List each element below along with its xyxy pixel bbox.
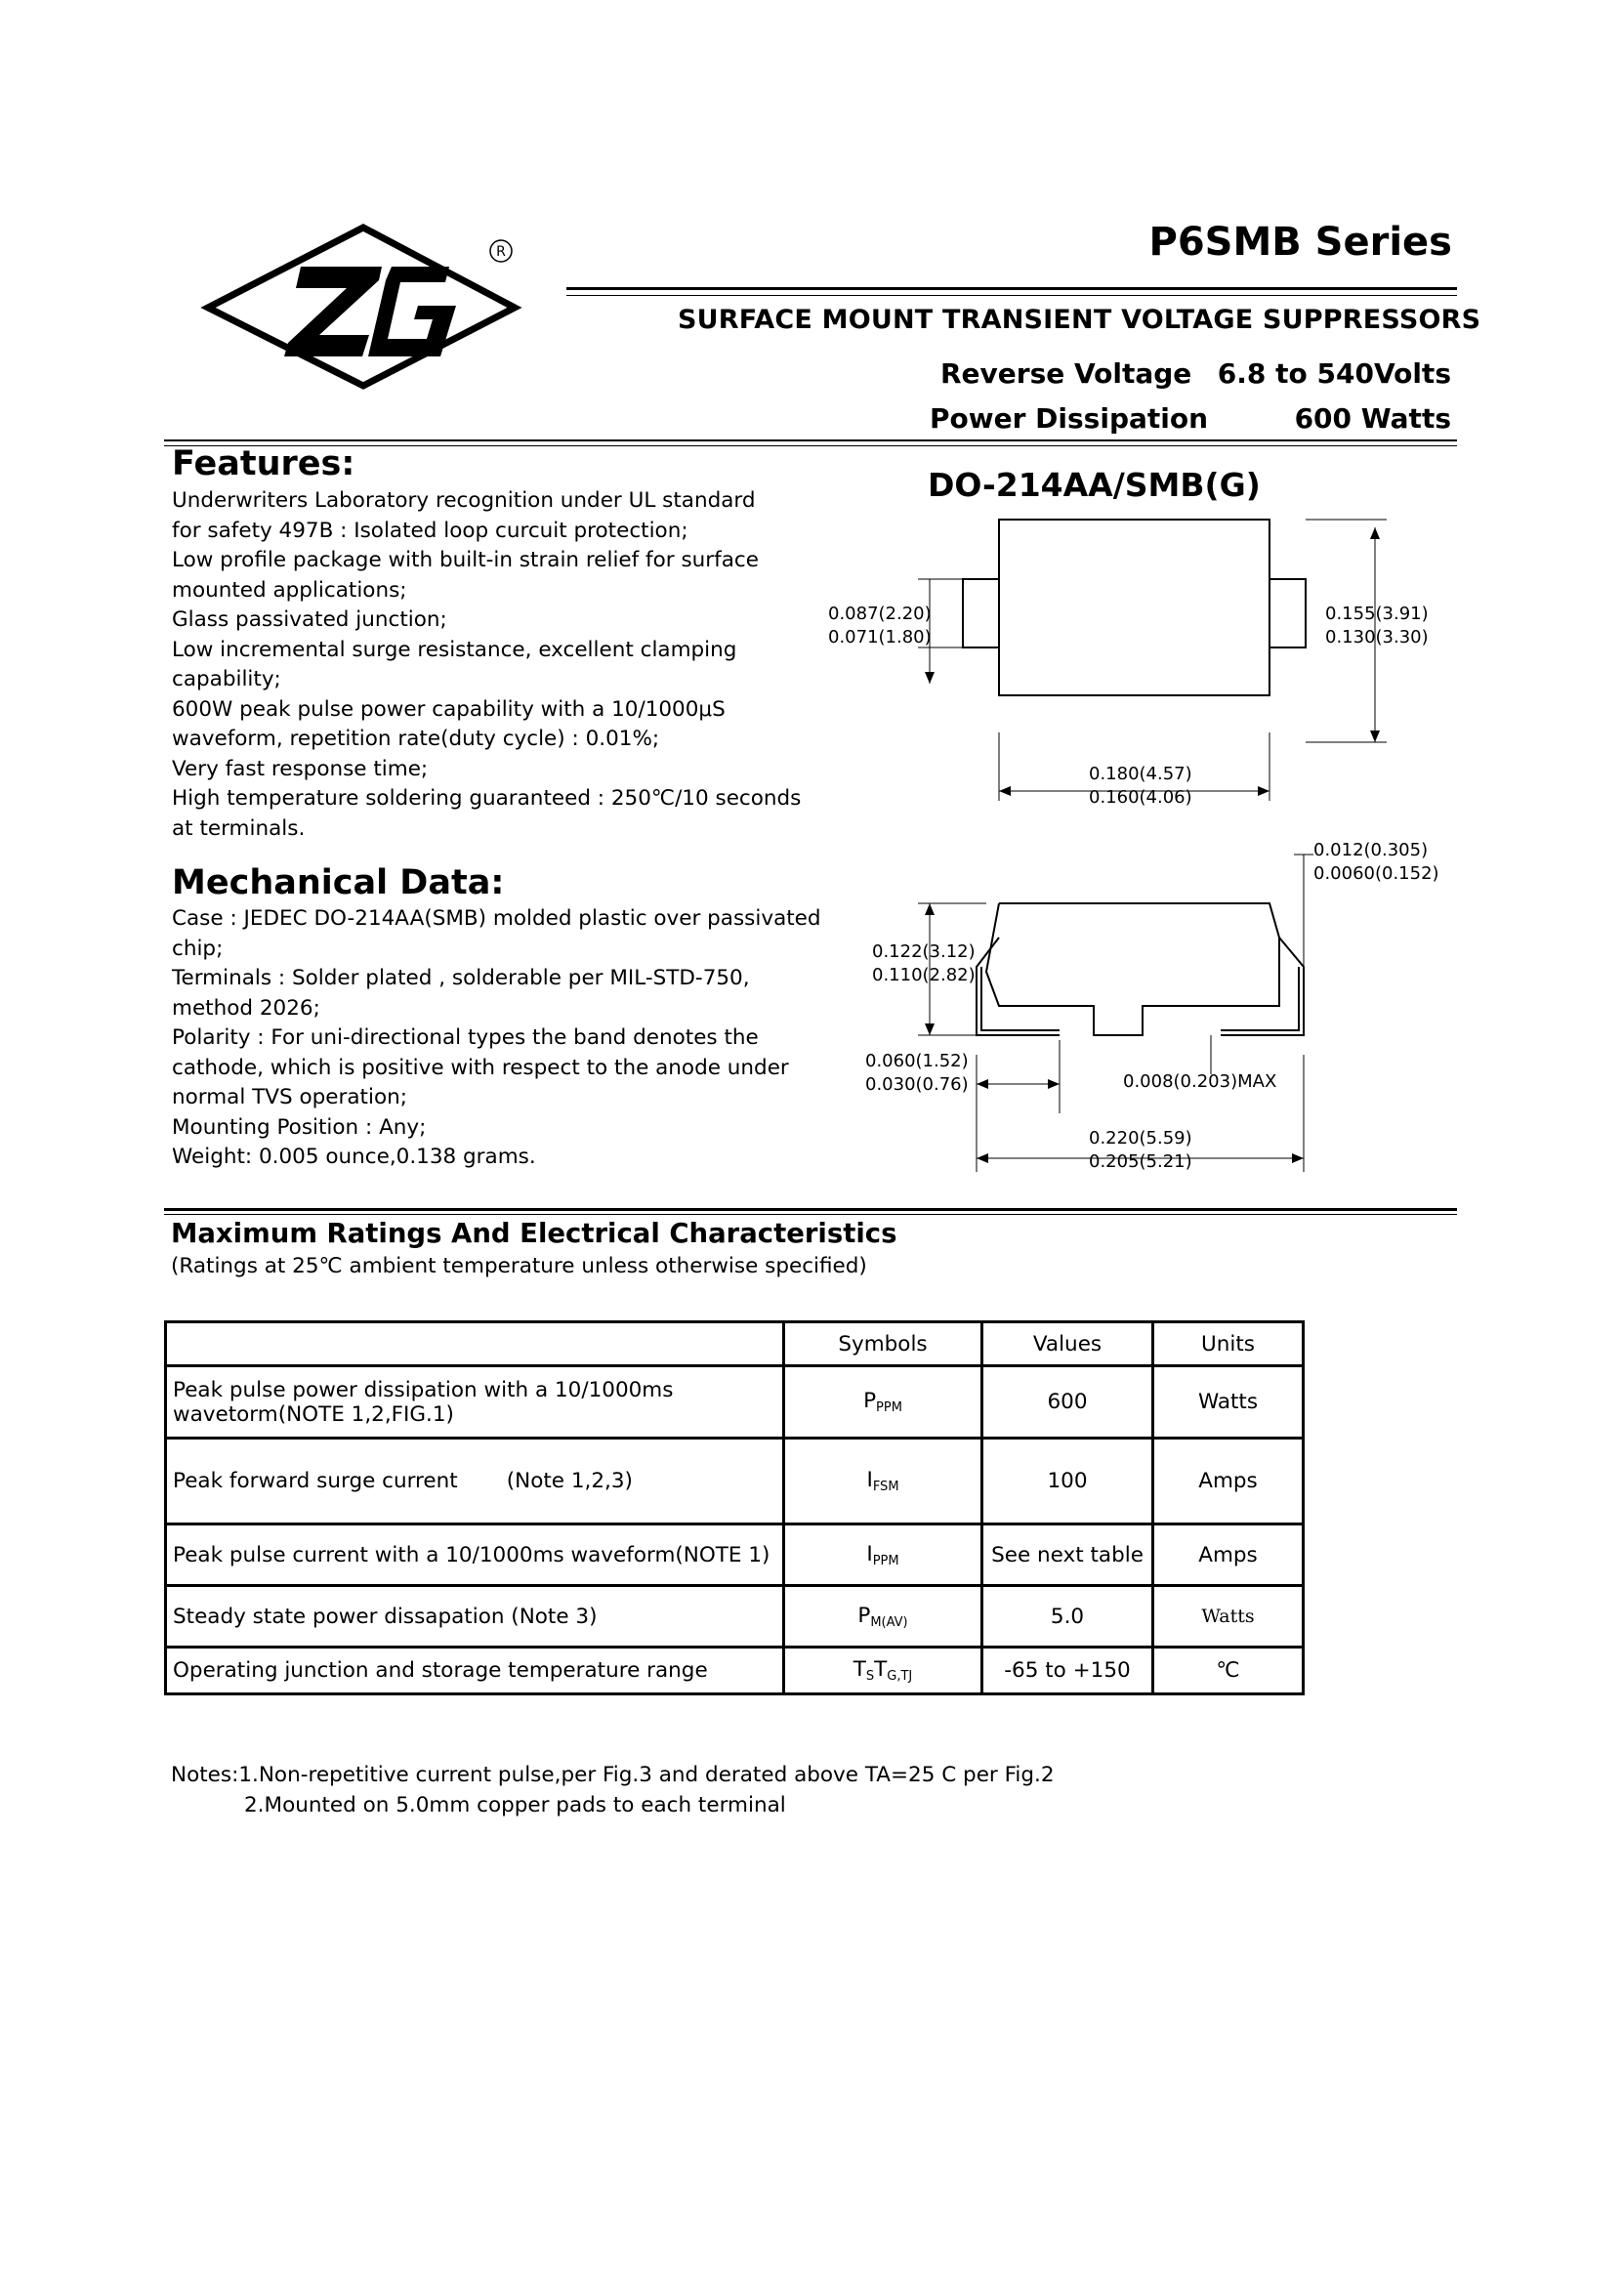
features-heading: Features: <box>172 444 355 483</box>
param-cell <box>166 1366 784 1439</box>
mechanical-line: Case : JEDEC DO-214AA(SMB) molded plastic over passivated <box>172 906 821 931</box>
features-line: Underwriters Laboratory recognition under UL standard <box>172 488 756 513</box>
dim-lead-thick-max: 0.012(0.305) <box>1313 840 1429 860</box>
unit-cell: Amps <box>1153 1524 1304 1586</box>
dim-width-max: 0.220(5.59) <box>1089 1128 1192 1148</box>
dim-lead-max: 0.060(1.52) <box>865 1051 969 1071</box>
unit-cell: Watts <box>1153 1586 1304 1648</box>
mechanical-heading: Mechanical Data: <box>172 863 505 902</box>
symbol-sub: PPM <box>876 1400 902 1415</box>
header-units: Units <box>1153 1322 1304 1366</box>
zg-logo <box>200 220 532 396</box>
dim-height-max: 0.122(3.12) <box>872 941 976 962</box>
header-symbols: Symbols <box>784 1322 982 1366</box>
mechanical-line: chip; <box>172 936 224 961</box>
mechanical-line: normal TVS operation; <box>172 1085 407 1109</box>
dim-lead-thick-min: 0.0060(0.152) <box>1313 863 1439 884</box>
symbol: I <box>866 1541 873 1566</box>
symbol: T <box>874 1657 888 1682</box>
terminal-right <box>1269 579 1306 647</box>
zg-diamond-logo-icon <box>200 220 532 396</box>
param-note: (Note 1,2,3) <box>506 1469 633 1493</box>
table-row <box>166 1366 1304 1439</box>
symbol-sub: PPM <box>872 1553 899 1568</box>
features-line: mounted applications; <box>172 577 407 603</box>
value-cell: 600 <box>982 1366 1153 1439</box>
table-row <box>166 1648 1304 1694</box>
symbol-cell <box>784 1586 982 1648</box>
symbol-sub: M(AV) <box>870 1614 908 1630</box>
dim-lead-min: 0.030(0.76) <box>865 1074 969 1095</box>
dim-left-max: 0.087(2.20) <box>828 604 932 624</box>
param-text: wavetorm(NOTE 1,2,FIG.1) <box>173 1401 454 1427</box>
features-line: at terminals. <box>172 815 306 841</box>
mechanical-line: Mounting Position : Any; <box>172 1114 427 1140</box>
param-text: Peak forward surge current <box>173 1469 458 1493</box>
symbol-sub: FSM <box>872 1480 899 1494</box>
features-line: Glass passivated junction; <box>172 607 447 632</box>
symbol-sub: S <box>865 1669 875 1684</box>
note-line: 2.Mounted on 5.0mm copper pads to each terminal <box>244 1793 786 1817</box>
package-title: DO-214AA/SMB(G) <box>928 466 1261 504</box>
param-cell: Steady state power dissapation (Note 3) <box>166 1586 784 1648</box>
terminal-left <box>963 579 999 647</box>
dim-width-min: 0.205(5.21) <box>1089 1151 1192 1172</box>
param-cell: Peak pulse current with a 10/1000ms waveform(NOTE 1) <box>166 1524 784 1586</box>
dim-left-min: 0.071(1.80) <box>828 627 932 647</box>
symbol: P <box>857 1603 871 1628</box>
spec-label-power-dissipation: Power Dissipation <box>930 402 1209 435</box>
features-line: Low incremental surge resistance, excellent clamping <box>172 637 737 662</box>
series-title: P6SMB Series <box>1148 220 1452 265</box>
dim-standoff: 0.008(0.203)MAX <box>1123 1071 1277 1092</box>
notes <box>171 1760 1055 1820</box>
spec-label-reverse-voltage: Reverse Voltage <box>940 357 1192 390</box>
features-line: capability; <box>172 667 281 691</box>
param-cell: Operating junction and storage temperature range <box>166 1648 784 1694</box>
features-line: waveform, repetition rate(duty cycle) : 0.01%; <box>172 727 660 751</box>
symbol-cell <box>784 1648 982 1694</box>
ratings-title: Maximum Ratings And Electrical Characteristics <box>171 1218 897 1249</box>
value-cell: -65 to +150 <box>982 1648 1153 1694</box>
features-line: for safety 497B : Isolated loop curcuit protection; <box>172 518 688 543</box>
table-row <box>166 1439 1304 1524</box>
section-rule-thin <box>164 445 1457 446</box>
value-cell: 100 <box>982 1439 1153 1524</box>
header-rule-thin <box>566 295 1457 296</box>
ratings-rule <box>164 1208 1457 1211</box>
symbol-cell <box>784 1524 982 1586</box>
value-cell: 5.0 <box>982 1586 1153 1648</box>
ratings-rule-thin <box>164 1214 1457 1215</box>
table-header-row <box>166 1322 1304 1366</box>
spec-value-power-dissipation: 600 Watts <box>1294 402 1451 435</box>
unit-cell: Watts <box>1153 1366 1304 1439</box>
section-rule <box>164 439 1457 441</box>
symbol: T <box>853 1657 866 1682</box>
features-line: 600W peak pulse power capability with a 10/1000μS <box>172 696 726 722</box>
dim-height-min: 0.110(2.82) <box>872 965 976 985</box>
svg-text:R: R <box>496 244 506 260</box>
note-line: Notes:1.Non-repetitive current pulse,per Fig.3 and derated above TA=25 C per Fig.2 <box>171 1763 1055 1787</box>
mechanical-list <box>172 904 821 1173</box>
table-row <box>166 1524 1304 1586</box>
features-list <box>172 486 801 844</box>
mechanical-line: method 2026; <box>172 995 320 1021</box>
param-text: Peak pulse power dissipation with a 10/1000ms <box>173 1377 674 1402</box>
mechanical-line: cathode, which is positive with respect to the anode under <box>172 1055 789 1080</box>
unit-cell: ℃ <box>1153 1648 1304 1694</box>
package-body-side <box>986 903 1279 1035</box>
symbol-sub: G,TJ <box>887 1669 913 1684</box>
spec-value-reverse-voltage: 6.8 to 540Volts <box>1217 357 1451 390</box>
dim-right-max: 0.155(3.91) <box>1325 604 1429 624</box>
ratings-table <box>164 1320 1305 1695</box>
param-cell <box>166 1439 784 1524</box>
mechanical-line: Terminals : Solder plated , solderable per MIL-STD-750, <box>172 966 750 990</box>
features-line: Low profile package with built-in strain relief for surface <box>172 548 759 572</box>
dim-bottom-max: 0.180(4.57) <box>1089 764 1192 784</box>
ratings-subtitle: (Ratings at 25℃ ambient temperature unless otherwise specified) <box>171 1254 867 1278</box>
header-values: Values <box>982 1322 1153 1366</box>
symbol-cell <box>784 1366 982 1439</box>
dim-right-min: 0.130(3.30) <box>1325 627 1429 647</box>
product-subtitle: SURFACE MOUNT TRANSIENT VOLTAGE SUPPRESSORS <box>678 305 1481 335</box>
symbol: P <box>863 1389 877 1413</box>
table-row <box>166 1586 1304 1648</box>
package-body-top <box>999 520 1269 695</box>
header-rule <box>566 287 1457 290</box>
value-cell: See next table <box>982 1524 1153 1586</box>
dim-bottom-min: 0.160(4.06) <box>1089 787 1192 808</box>
mechanical-line: Polarity : For uni-directional types the band denotes the <box>172 1025 759 1050</box>
header-param <box>166 1322 784 1366</box>
unit-cell: Amps <box>1153 1439 1304 1524</box>
features-line: High temperature soldering guaranteed : 250℃/10 seconds <box>172 786 802 811</box>
symbol-cell <box>784 1439 982 1524</box>
symbol: I <box>866 1468 873 1492</box>
mechanical-line: Weight: 0.005 ounce,0.138 grams. <box>172 1145 536 1169</box>
features-line: Very fast response time; <box>172 756 429 781</box>
